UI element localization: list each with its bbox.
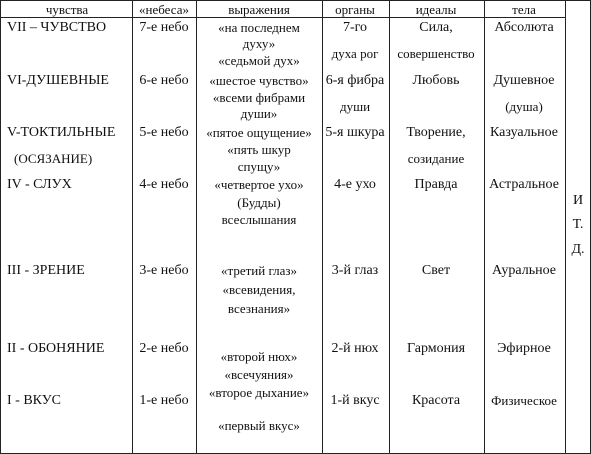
header-senses: чувства <box>45 2 89 17</box>
header-bodies: тела <box>512 2 536 17</box>
col-divider <box>322 0 323 454</box>
table-top-border <box>0 0 591 1</box>
sense-cell: IV - СЛУХ <box>7 177 72 192</box>
organ-line: 2-й нюх <box>331 341 379 356</box>
expression-line: духу» <box>242 36 276 51</box>
body-line: Казуальное <box>489 125 559 140</box>
expression-line: «второй нюх» <box>220 349 298 364</box>
organ-line: 1-й вкус <box>330 393 380 408</box>
col-divider <box>0 0 1 454</box>
expression-line: «первый вкус» <box>218 418 300 433</box>
ideal-line: Красота <box>411 393 461 408</box>
expression-line: «седьмой дух» <box>218 53 300 68</box>
expression-line: (Будды) <box>237 195 281 210</box>
expression-line: «шестое чувство» <box>209 73 309 88</box>
expression-line: души» <box>240 106 278 121</box>
col-divider <box>565 0 566 454</box>
heaven-cell: 1-е небо <box>139 393 189 408</box>
header-organs: органы <box>335 2 375 17</box>
sense-cell-sub: (ОСЯЗАНИЕ) <box>14 151 93 166</box>
organ-line: 3-й глаз <box>331 263 379 278</box>
body-line: Эфирное <box>497 341 551 356</box>
organ-line: 5-я шкура <box>325 125 385 140</box>
sense-cell: III - ЗРЕНИЕ <box>7 263 85 278</box>
expression-line: «второе дыхание» <box>208 385 310 400</box>
expression-line: «всеми фибрами <box>212 90 306 105</box>
sense-cell: V-ТОКТИЛЬНЫЕ <box>7 125 116 140</box>
side-note: И <box>572 193 584 208</box>
organ-line: души <box>339 99 371 114</box>
header-expressions: выражения <box>228 2 290 17</box>
ideal-line: Свет <box>421 263 451 278</box>
body-line: Ауральное <box>492 263 556 278</box>
heaven-cell: 4-е небо <box>139 177 189 192</box>
ideal-line: совершенство <box>397 46 475 61</box>
body-line: Физическое <box>491 393 557 408</box>
expression-line: «третий глаз» <box>220 263 298 278</box>
expression-line: всезнания» <box>227 301 291 316</box>
organ-line: духа рог <box>331 46 379 61</box>
col-divider <box>389 0 390 454</box>
expression-line: «пятое ощущение» <box>206 125 312 140</box>
expression-line: всеслышания <box>221 212 297 227</box>
ideal-line: Сила, <box>419 20 453 35</box>
side-note: Т. <box>572 217 584 232</box>
sense-cell: I - ВКУС <box>7 393 61 408</box>
heaven-cell: 7-е небо <box>139 20 189 35</box>
header-ideals: идеалы <box>415 2 457 17</box>
col-divider <box>196 0 197 454</box>
organ-line: 7-го <box>342 20 368 35</box>
heaven-cell: 5-е небо <box>139 125 189 140</box>
header-heavens: «небеса» <box>139 2 189 17</box>
heaven-cell: 6-е небо <box>139 73 189 88</box>
organ-line: 4-е ухо <box>334 177 376 192</box>
body-line: Душевное <box>493 73 555 88</box>
expression-line: спущу» <box>237 159 281 174</box>
heaven-cell: 2-е небо <box>139 341 189 356</box>
expression-line: «всевидения, <box>222 282 296 297</box>
expression-line: «пять шкур <box>227 142 291 157</box>
expression-line: «на последнем <box>218 20 300 35</box>
sense-cell: VI-ДУШЕВНЫЕ <box>7 73 109 88</box>
side-note: Д. <box>571 242 585 257</box>
ideal-line: Правда <box>414 177 458 192</box>
ideal-line: Гармония <box>406 341 466 356</box>
heaven-cell: 3-е небо <box>139 263 189 278</box>
ideal-line: Творение, <box>406 125 466 140</box>
ideal-line: созидание <box>407 151 465 166</box>
sense-cell: II - ОБОНЯНИЕ <box>7 341 105 356</box>
sense-cell: VII – ЧУВСТВО <box>7 20 107 35</box>
col-divider <box>484 0 485 454</box>
ideal-line: Любовь <box>412 73 460 88</box>
body-line: Абсолюта <box>494 20 554 35</box>
expression-line: «четвертое ухо» <box>214 177 304 192</box>
header-separator <box>0 17 565 18</box>
col-divider <box>132 0 133 454</box>
body-line: Астральное <box>489 177 559 192</box>
body-line: (душа) <box>505 99 543 114</box>
organ-line: 6-я фибра <box>325 73 385 88</box>
expression-line: «всечуяния» <box>224 367 294 382</box>
